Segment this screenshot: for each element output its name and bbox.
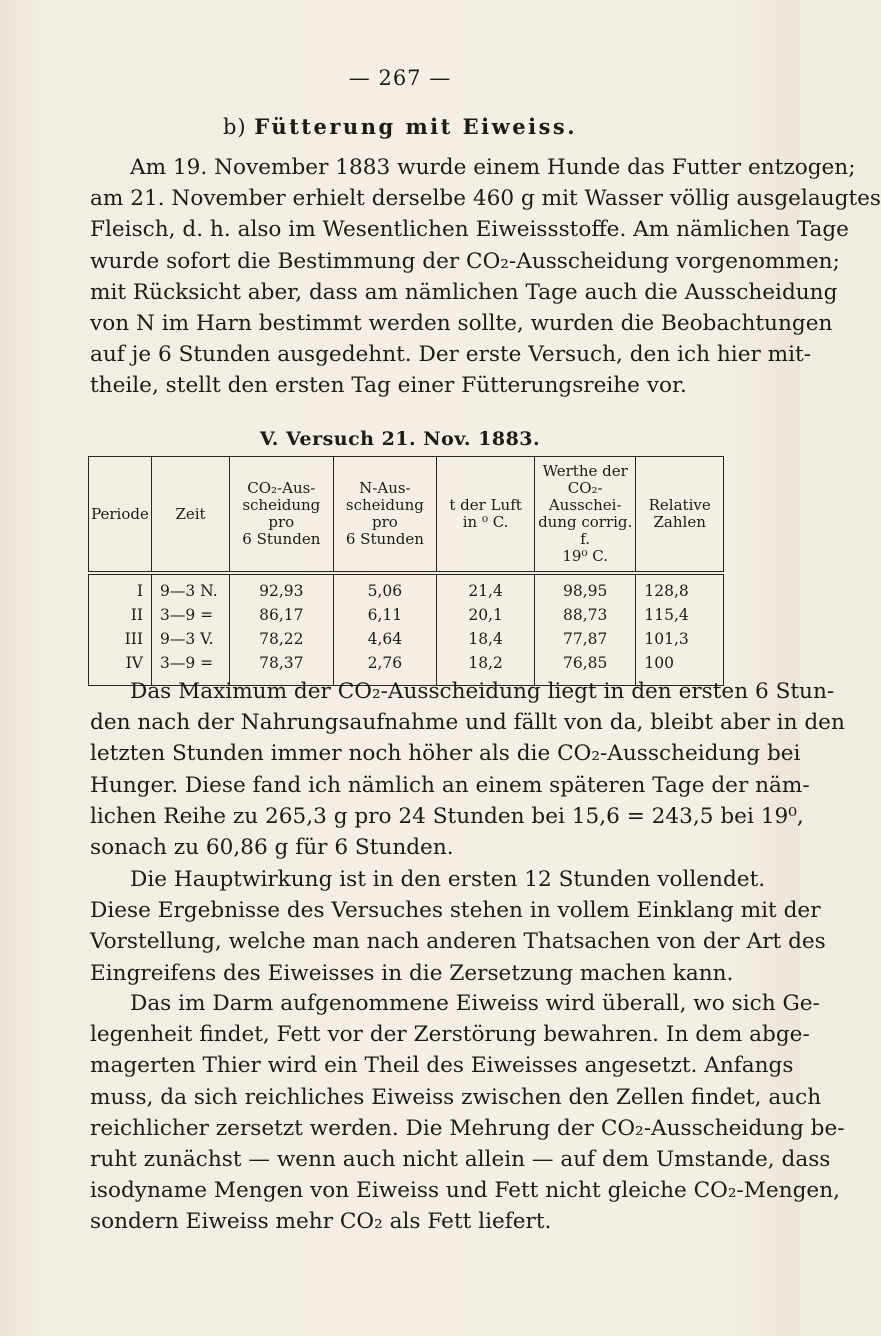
text-line: magerten Thier wird ein Theil des Eiweisses angesetzt. Anfangs <box>90 1053 794 1079</box>
text-line: auf je 6 Stunden ausgedehnt. Der erste Versuch, den ich hier mit- <box>90 342 812 368</box>
cell-temperature: 18,4 <box>437 627 535 651</box>
cell-relative: 101,3 <box>636 627 724 651</box>
table-row <box>89 603 724 627</box>
section-label: b) <box>222 115 247 139</box>
cell-co2: 78,22 <box>230 627 334 651</box>
text-line: isodyname Mengen von Eiweiss und Fett nicht gleiche CO₂-Mengen, <box>90 1178 840 1204</box>
cell-periode: III <box>89 627 152 651</box>
text-line: wurde sofort die Bestimmung der CO₂-Ausscheidung vorgenommen; <box>90 248 840 274</box>
section-heading <box>0 114 800 139</box>
text-line: reichlicher zersetzt werden. Die Mehrung der CO₂-Ausscheidung be- <box>90 1115 845 1141</box>
header-n: N-Aus- scheidung pro 6 Stunden <box>333 457 437 574</box>
text-line: Eingreifens des Eiweisses in die Zersetzung machen kann. <box>90 960 734 986</box>
cell-temperature: 21,4 <box>437 573 535 603</box>
cell-periode: IV <box>89 651 152 686</box>
paragraph-hauptwirkung <box>90 864 826 989</box>
text-line: Vorstellung, welche man nach anderen Thatsachen von der Art des <box>90 929 826 955</box>
text-line: Am 19. November 1883 wurde einem Hunde das Futter entzogen; <box>130 155 856 180</box>
cell-zeit: 3—9 = <box>151 651 229 686</box>
table-header-row <box>89 457 724 574</box>
paragraph-eiweiss <box>90 988 845 1238</box>
cell-zeit: 3—9 = <box>151 603 229 627</box>
header-co2: CO₂-Aus- scheidung pro 6 Stunden <box>230 457 334 574</box>
cell-werthe: 88,73 <box>535 603 636 627</box>
table-row <box>89 627 724 651</box>
text-line: ruht zunächst — wenn auch nicht allein — auf dem Umstande, dass <box>90 1147 831 1173</box>
cell-co2: 78,37 <box>230 651 334 686</box>
cell-n: 6,11 <box>333 603 437 627</box>
cell-n: 2,76 <box>333 651 437 686</box>
cell-werthe: 77,87 <box>535 627 636 651</box>
cell-zeit: 9—3 N. <box>151 573 229 603</box>
cell-zeit: 9—3 V. <box>151 627 229 651</box>
text-line: theile, stellt den ersten Tag einer Fütterungsreihe vor. <box>90 373 687 399</box>
cell-relative: 100 <box>636 651 724 686</box>
cell-werthe: 76,85 <box>535 651 636 686</box>
cell-relative: 128,8 <box>636 573 724 603</box>
text-line: muss, da sich reichliches Eiweiss zwischen den Zellen findet, auch <box>90 1084 822 1110</box>
data-table <box>88 456 724 686</box>
text-line: lichen Reihe zu 265,3 g pro 24 Stunden bei 15,6 = 243,5 bei 19⁰, <box>90 803 804 829</box>
cell-co2: 92,93 <box>230 573 334 603</box>
experiment-title: V. Versuch 21. Nov. 1883. <box>259 428 541 450</box>
header-periode: Periode <box>89 457 152 574</box>
text-line: legenheit findet, Fett vor der Zerstörung bewahren. In dem abge- <box>90 1022 810 1048</box>
text-line: Diese Ergebnisse des Versuches stehen in vollem Einklang mit der <box>90 898 821 924</box>
section-title: Fütterung mit Eiweiss. <box>254 114 578 139</box>
text-line: Die Hauptwirkung ist in den ersten 12 Stunden vollendet. <box>130 867 766 892</box>
cell-relative: 115,4 <box>636 603 724 627</box>
cell-periode: II <box>89 603 152 627</box>
page-number: — 267 — <box>348 66 452 90</box>
text-line: Das Maximum der CO₂-Ausscheidung liegt in den ersten 6 Stun- <box>130 679 835 704</box>
cell-temperature: 18,2 <box>437 651 535 686</box>
header-temperature: t der Luft in ⁰ C. <box>437 457 535 574</box>
text-line: von N im Harn bestimmt werden sollte, wurden die Beobachtungen <box>90 311 833 337</box>
text-line: Fleisch, d. h. also im Wesentlichen Eiweissstoffe. Am nämlichen Tage <box>90 217 849 243</box>
cell-temperature: 20,1 <box>437 603 535 627</box>
text-line: sondern Eiweiss mehr CO₂ als Fett liefert. <box>90 1209 552 1235</box>
cell-co2: 86,17 <box>230 603 334 627</box>
table-row <box>89 573 724 603</box>
header-werthe: Werthe der CO₂-Ausschei- dung corrig. f. 19⁰ C. <box>535 457 636 574</box>
text-line: Das im Darm aufgenommene Eiweiss wird überall, wo sich Ge- <box>130 991 820 1016</box>
text-line: Hunger. Diese fand ich nämlich an einem späteren Tage der näm- <box>90 772 810 798</box>
header-relative: Relative Zahlen <box>636 457 724 574</box>
header-zeit: Zeit <box>151 457 229 574</box>
cell-n: 5,06 <box>333 573 437 603</box>
text-line: den nach der Nahrungsaufnahme und fällt von da, bleibt aber in den <box>90 710 845 736</box>
text-line: am 21. November erhielt derselbe 460 g mit Wasser völlig ausgelaugtes <box>90 186 881 212</box>
cell-n: 4,64 <box>333 627 437 651</box>
text-line: letzten Stunden immer noch höher als die CO₂-Ausscheidung bei <box>90 741 801 767</box>
text-line: mit Rücksicht aber, dass am nämlichen Tage auch die Ausscheidung <box>90 279 838 305</box>
cell-periode: I <box>89 573 152 603</box>
paragraph-maximum <box>90 676 845 863</box>
cell-werthe: 98,95 <box>535 573 636 603</box>
intro-paragraph <box>90 152 881 402</box>
text-line: sonach zu 60,86 g für 6 Stunden. <box>90 835 454 861</box>
